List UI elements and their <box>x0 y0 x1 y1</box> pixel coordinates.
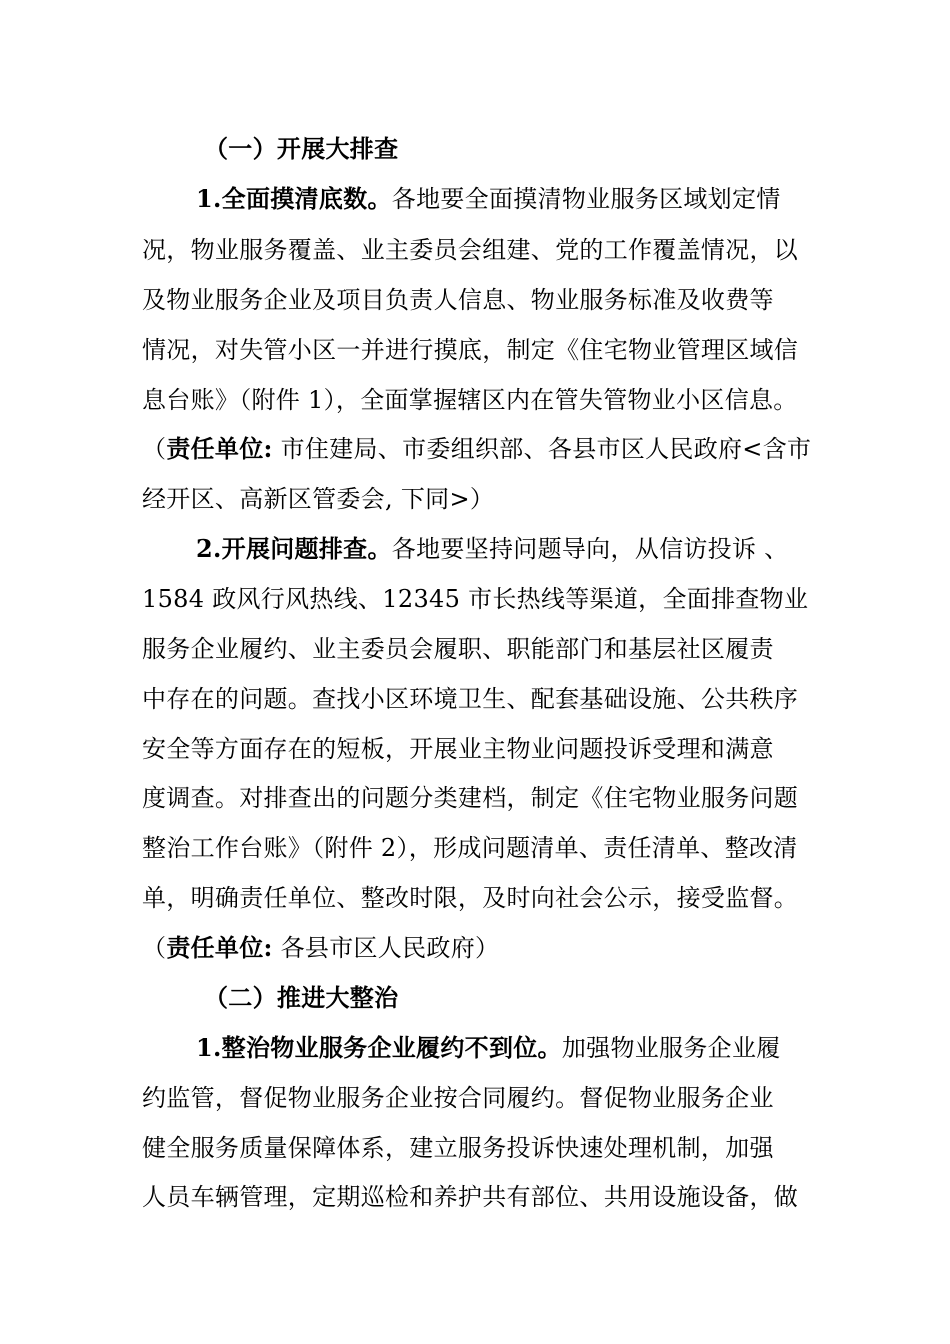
paragraph-line: 服务企业履约、业主委员会履职、职能部门和基层社区履责 <box>142 635 774 663</box>
paragraph-line: 况，物业服务覆盖、业主委员会组建、党的工作覆盖情况，以 <box>142 236 799 264</box>
bracket-open: （ <box>142 934 167 962</box>
paragraph-line: 健全服务质量保障体系，建立服务投诉快速处理机制，加强 <box>142 1134 774 1162</box>
responsibility-text: 市住建局、市委组织部、各县市区人民政府<含市 <box>272 435 812 463</box>
paragraph-line <box>196 529 822 569</box>
paragraph-line: 安全等方面存在的短板，开展业主物业问题投诉受理和满意 <box>142 735 774 763</box>
paragraph-line <box>196 1028 822 1068</box>
paragraph-line: 情况，对失管小区一并进行摸底，制定《住宅物业管理区域信 <box>142 336 799 364</box>
item-title: 1.整治物业服务企业履约不到位。 <box>196 1033 562 1062</box>
paragraph-line <box>142 928 822 968</box>
paragraph-text: 各地要全面摸清物业服务区域划定情 <box>391 185 781 213</box>
item-title: 1.全面摸清底数。 <box>196 184 392 213</box>
paragraph-line: 约监管，督促物业服务企业按合同履约。督促物业服务企业 <box>142 1084 774 1112</box>
responsibility-label: 责任单位: <box>166 434 273 463</box>
responsibility-text: 各县市区人民政府） <box>272 934 500 962</box>
paragraph-line <box>196 179 822 219</box>
paragraph-text: 各地要坚持问题导向，从信访投诉 、 <box>391 535 789 563</box>
item-title: 2.开展问题排查。 <box>196 534 392 563</box>
paragraph-line: 经开区、高新区管委会, 下同>） <box>142 485 495 513</box>
paragraph-line: 整治工作台账》（附件 2），形成问题清单、责任清单、整改清 <box>142 834 798 862</box>
paragraph-text: 加强物业服务企业履 <box>561 1034 781 1062</box>
paragraph-line <box>142 429 822 469</box>
paragraph-line: 度调查。对排查出的问题分类建档，制定《住宅物业服务问题 <box>142 784 799 812</box>
paragraph-line: 中存在的问题。查找小区环境卫生、配套基础设施、公共秩序 <box>142 685 799 713</box>
section-heading-1: （一）开展大排查 <box>204 134 399 163</box>
paragraph-line: 及物业服务企业及项目负责人信息、物业服务标准及收费等 <box>142 286 774 314</box>
section-heading-2: （二）推进大整治 <box>204 983 399 1012</box>
paragraph-line: 单，明确责任单位、整改时限，及时向社会公示，接受监督。 <box>142 884 799 912</box>
bracket-open: （ <box>142 435 167 463</box>
paragraph-line: 人员车辆管理，定期巡检和养护共有部位、共用设施设备，做 <box>142 1183 799 1211</box>
paragraph-line: 息台账》（附件 1），全面掌握辖区内在管失管物业小区信息。 <box>142 386 798 414</box>
responsibility-label: 责任单位: <box>166 933 273 962</box>
paragraph-line: 1584 政风行风热线、12345 市长热线等渠道，全面排查物业 <box>142 585 809 613</box>
